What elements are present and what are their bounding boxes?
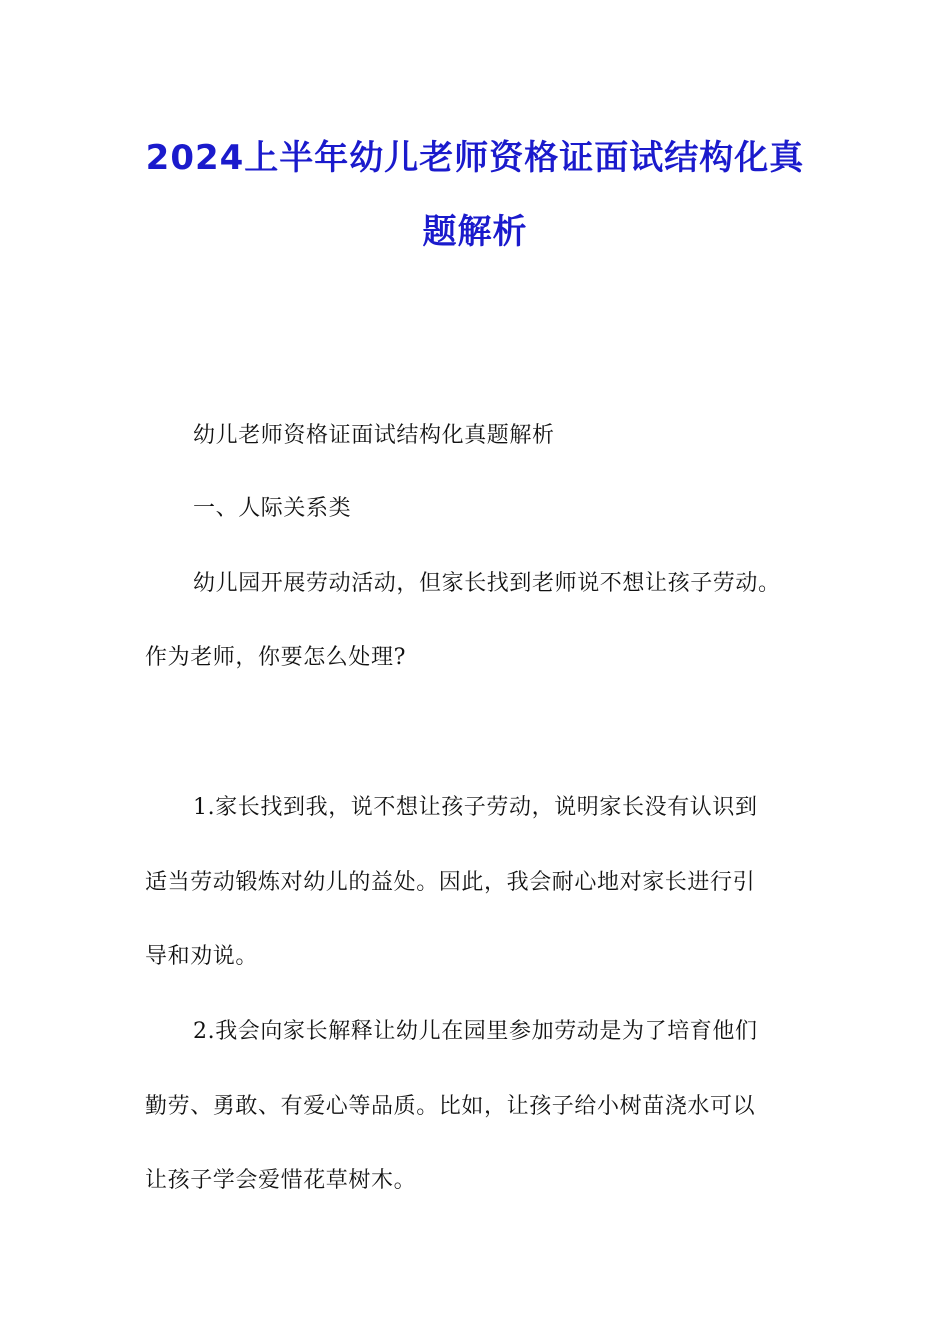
- answer-2-line-2: 勤劳、勇敢、有爱心等品质。比如，让孩子给小树苗浇水可以: [145, 1094, 756, 1119]
- answer-2-line-1: 2.我会向家长解释让幼儿在园里参加劳动是为了培育他们: [193, 1019, 758, 1044]
- answer-1-line-2: 适当劳动锻炼对幼儿的益处。因此，我会耐心地对家长进行引: [145, 870, 756, 895]
- section-heading: 一、人际关系类: [193, 496, 352, 521]
- answer-2-line-3: 让孩子学会爱惜花草树木。: [145, 1168, 417, 1193]
- answer-1-line-1: 1.家长找到我，说不想让孩子劳动，说明家长没有认识到: [193, 795, 758, 820]
- question-line-1: 幼儿园开展劳动活动，但家长找到老师说不想让孩子劳动。: [193, 571, 781, 596]
- answer-1-line-3: 导和劝说。: [145, 944, 259, 969]
- question-line-2: 作为老师，你要怎么处理?: [145, 645, 406, 670]
- document-title-line-1: 2024上半年幼儿老师资格证面试结构化真: [145, 138, 805, 178]
- subtitle-paragraph: 幼儿老师资格证面试结构化真题解析: [193, 423, 555, 448]
- document-title-line-2: 题解析: [422, 212, 528, 252]
